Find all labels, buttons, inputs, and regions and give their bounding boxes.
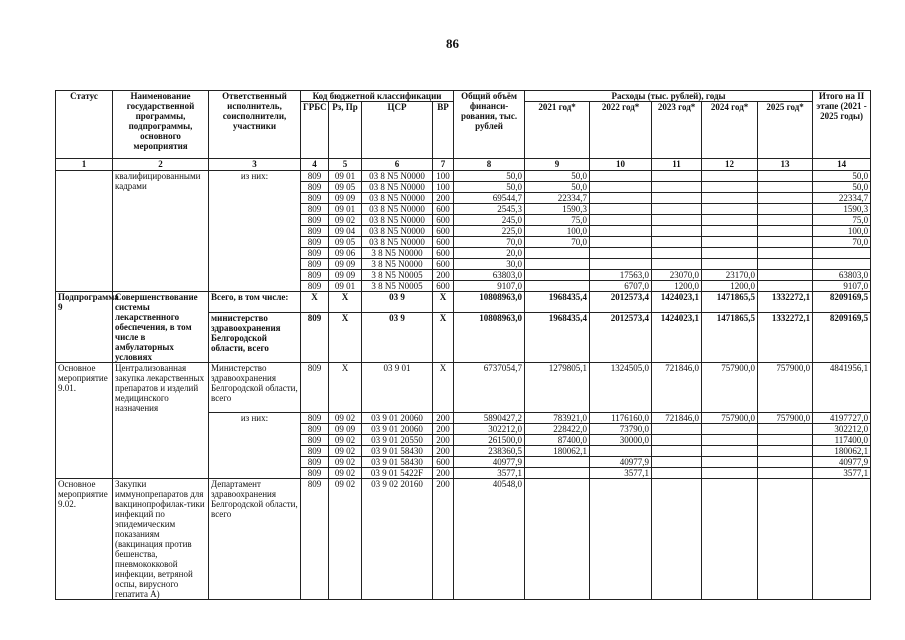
table-cell (702, 424, 758, 435)
table-cell: 600 (433, 281, 454, 292)
header-csr: ЦСР (362, 102, 433, 159)
table-cell (758, 182, 813, 193)
table-cell: 70,0 (525, 237, 590, 248)
table-cell: 9107,0 (454, 281, 525, 292)
table-cell (652, 171, 702, 182)
table-cell (590, 259, 652, 270)
table-cell: 09 09 (329, 259, 362, 270)
table-cell: 09 05 (329, 237, 362, 248)
table-cell: 5890427,2 (454, 413, 525, 424)
table-cell: 600 (433, 457, 454, 468)
table-cell: 228422,0 (525, 424, 590, 435)
status-cell: Подпрограмма 9 (56, 292, 113, 363)
table-cell (813, 259, 871, 270)
table-cell (590, 182, 652, 193)
table-cell: 100,0 (525, 226, 590, 237)
table-cell (702, 248, 758, 259)
table-cell (758, 226, 813, 237)
table-cell (652, 193, 702, 204)
column-number-cell: 14 (813, 159, 871, 171)
header-2023: 2023 год* (652, 102, 702, 159)
table-cell: X (329, 313, 362, 363)
table-cell (758, 424, 813, 435)
table-cell: 09 02 (329, 435, 362, 446)
status-cell (56, 171, 113, 292)
table-cell: 200 (433, 270, 454, 281)
table-cell: 757900,0 (758, 363, 813, 413)
table-cell: X (301, 292, 329, 313)
table-cell: 40548,0 (454, 479, 525, 600)
table-cell (758, 171, 813, 182)
table-cell: 1176160,0 (590, 413, 652, 424)
header-itogo: Итого на II этапе (2021 - 2025 годы) (813, 91, 871, 159)
table-cell: 600 (433, 259, 454, 270)
table-cell: 63803,0 (813, 270, 871, 281)
table-cell: 3577,1 (813, 468, 871, 479)
table-cell: 20,0 (454, 248, 525, 259)
table-cell: 809 (301, 248, 329, 259)
table-cell: 73790,0 (590, 424, 652, 435)
table-cell: 03 8 N5 N0000 (362, 171, 433, 182)
table-cell: 03 9 01 5422F (362, 468, 433, 479)
table-cell: 809 (301, 259, 329, 270)
status-cell: Основное мероприятие 9.01. (56, 363, 113, 479)
table-cell: 23070,0 (652, 270, 702, 281)
table-cell: 09 09 (329, 424, 362, 435)
table-cell (702, 171, 758, 182)
table-cell (590, 193, 652, 204)
executor-cell: Всего, в том числе: (209, 292, 301, 313)
table-cell (652, 468, 702, 479)
executor-cell: Министерство здравоохранения Белгородской области, всего (209, 363, 301, 413)
table-cell (758, 468, 813, 479)
table-cell (652, 259, 702, 270)
table-cell: 3 8 N5 N0000 (362, 248, 433, 259)
table-cell: 3 8 N5 N0000 (362, 259, 433, 270)
table-cell: 22334,7 (525, 193, 590, 204)
table-cell (758, 479, 813, 600)
table-cell: 50,0 (454, 171, 525, 182)
table-cell: 1332272,1 (758, 313, 813, 363)
name-cell: квалифицированными кадрами (113, 171, 209, 292)
table-cell: X (329, 363, 362, 413)
table-cell: 03 8 N5 N0000 (362, 226, 433, 237)
table-cell (590, 237, 652, 248)
table-cell: 180062,1 (813, 446, 871, 457)
header-2022: 2022 год* (590, 102, 652, 159)
table-cell: 6737054,7 (454, 363, 525, 413)
column-numbers-row (56, 159, 871, 171)
table-row (56, 479, 871, 600)
table-cell (702, 435, 758, 446)
table-cell (590, 204, 652, 215)
table-cell (525, 468, 590, 479)
table-cell: 809 (301, 182, 329, 193)
table-cell: 100 (433, 171, 454, 182)
executor-cell: из них: (209, 413, 301, 479)
table-cell: 809 (301, 435, 329, 446)
table-cell: 8209169,5 (813, 292, 871, 313)
table-cell (702, 259, 758, 270)
table-cell: 09 02 (329, 457, 362, 468)
table-cell: 09 02 (329, 446, 362, 457)
table-cell: 3 8 N5 N0005 (362, 270, 433, 281)
table-cell: 757900,0 (702, 413, 758, 424)
column-number-cell: 7 (433, 159, 454, 171)
table-cell (702, 237, 758, 248)
status-cell: Основное мероприятие 9.02. (56, 479, 113, 600)
table-cell: 809 (301, 413, 329, 424)
table-cell: 238360,5 (454, 446, 525, 457)
name-cell: Закупки иммунопрепаратов для вакцинопрофилак-тики инфекций по эпидемическим показаниям (вакцинация против бешенства, пневмококковой инфекции, ветряной оспы, вирусного гепатита А) (113, 479, 209, 600)
table-cell (758, 204, 813, 215)
table-cell (702, 457, 758, 468)
column-number-cell: 8 (454, 159, 525, 171)
table-cell (758, 248, 813, 259)
table-cell: 03 9 01 20060 (362, 424, 433, 435)
header-rzpr: Рз, Пр (329, 102, 362, 159)
table-cell (652, 215, 702, 226)
table-cell (652, 435, 702, 446)
column-number-cell: 4 (301, 159, 329, 171)
header-total: Общий объём финанси-рования, тыс. рублей (454, 91, 525, 159)
table-cell: 809 (301, 215, 329, 226)
table-cell: 50,0 (525, 182, 590, 193)
table-cell: 03 9 01 20550 (362, 435, 433, 446)
column-number-cell: 6 (362, 159, 433, 171)
header-2021: 2021 год* (525, 102, 590, 159)
table-cell: 809 (301, 281, 329, 292)
table-cell: 30000,0 (590, 435, 652, 446)
table-cell: 40977,9 (813, 457, 871, 468)
table-cell: 809 (301, 171, 329, 182)
column-number-cell: 5 (329, 159, 362, 171)
table-cell: 600 (433, 215, 454, 226)
header-2025: 2025 год* (758, 102, 813, 159)
table-cell (525, 457, 590, 468)
header-name: Наименование государственной программы, подпрограммы, основного мероприятия (113, 91, 209, 159)
table-cell: X (433, 292, 454, 313)
table-cell: 302212,0 (813, 424, 871, 435)
table-cell (702, 226, 758, 237)
table-cell (758, 237, 813, 248)
table-cell (758, 435, 813, 446)
table-cell (590, 479, 652, 600)
table-cell: 180062,1 (525, 446, 590, 457)
table-cell: 09 04 (329, 226, 362, 237)
table-cell: 40977,9 (454, 457, 525, 468)
table-cell: 809 (301, 479, 329, 600)
table-cell: 809 (301, 313, 329, 363)
table-cell (590, 446, 652, 457)
table-cell: 2545,3 (454, 204, 525, 215)
table-cell: 261500,0 (454, 435, 525, 446)
table-cell (758, 215, 813, 226)
table-cell: 50,0 (813, 182, 871, 193)
table-cell: 809 (301, 204, 329, 215)
table-cell: 3 8 N5 N0005 (362, 281, 433, 292)
table-cell: 09 02 (329, 413, 362, 424)
table-cell: 100 (433, 182, 454, 193)
table-cell: 809 (301, 446, 329, 457)
table-row (56, 292, 871, 313)
table-cell (758, 281, 813, 292)
table-cell: 63803,0 (454, 270, 525, 281)
table-cell (702, 479, 758, 600)
column-number-cell: 2 (113, 159, 209, 171)
table-cell: 17563,0 (590, 270, 652, 281)
table-cell: 09 02 (329, 215, 362, 226)
table-cell: 809 (301, 457, 329, 468)
table-cell: 200 (433, 413, 454, 424)
budget-table (55, 90, 871, 600)
table-cell: 70,0 (454, 237, 525, 248)
table-cell: 1968435,4 (525, 292, 590, 313)
table-cell: 3577,1 (590, 468, 652, 479)
table-cell: 1279805,1 (525, 363, 590, 413)
table-cell (525, 270, 590, 281)
table-cell (702, 446, 758, 457)
table-cell: 809 (301, 424, 329, 435)
header-2024: 2024 год* (702, 102, 758, 159)
executor-cell: из них: (209, 171, 301, 292)
table-cell: 200 (433, 479, 454, 600)
table-cell: 757900,0 (758, 413, 813, 424)
column-number-cell: 10 (590, 159, 652, 171)
table-cell: 117400,0 (813, 435, 871, 446)
table-cell: 809 (301, 226, 329, 237)
table-cell: X (433, 363, 454, 413)
executor-cell: Департамент здравоохранения Белгородской области, всего (209, 479, 301, 600)
table-cell (702, 204, 758, 215)
table-cell: 03 9 01 20060 (362, 413, 433, 424)
column-number-cell: 13 (758, 159, 813, 171)
table-cell: 09 02 (329, 468, 362, 479)
header-expenses-group: Расходы (тыс. рублей), годы (525, 91, 813, 102)
table-cell (590, 215, 652, 226)
table-cell: 03 8 N5 N0000 (362, 182, 433, 193)
table-cell: 4841956,1 (813, 363, 871, 413)
table-row (56, 171, 871, 182)
table-cell: 245,0 (454, 215, 525, 226)
table-cell: 23170,0 (702, 270, 758, 281)
table-cell: 03 8 N5 N0000 (362, 237, 433, 248)
table-cell: 200 (433, 193, 454, 204)
header-grbs: ГРБС (301, 102, 329, 159)
table-cell: 40977,9 (590, 457, 652, 468)
table-cell: 09 05 (329, 182, 362, 193)
table-cell: 200 (433, 435, 454, 446)
table-cell: 03 9 02 20160 (362, 479, 433, 600)
table-cell: 600 (433, 248, 454, 259)
table-cell: X (329, 292, 362, 313)
table-header (56, 91, 871, 159)
table-cell (652, 182, 702, 193)
table-cell: 200 (433, 446, 454, 457)
table-cell: 1590,3 (813, 204, 871, 215)
table-cell (758, 193, 813, 204)
table-cell: 1471865,5 (702, 292, 758, 313)
table-cell: 600 (433, 204, 454, 215)
table-cell: 09 09 (329, 193, 362, 204)
table-cell (525, 281, 590, 292)
table-cell: 600 (433, 226, 454, 237)
table-cell (758, 270, 813, 281)
table-cell: 1332272,1 (758, 292, 813, 313)
table-cell: 03 8 N5 N0000 (362, 215, 433, 226)
table-cell: 1471865,5 (702, 313, 758, 363)
table-cell: 03 9 01 58430 (362, 446, 433, 457)
table-body (56, 159, 871, 600)
table-cell: 1424023,1 (652, 292, 702, 313)
table-cell (590, 248, 652, 259)
table-cell (652, 424, 702, 435)
column-number-cell: 9 (525, 159, 590, 171)
table-cell: 09 01 (329, 281, 362, 292)
table-cell: 757900,0 (702, 363, 758, 413)
header-executor: Ответственный исполнитель, соисполнители, участники (209, 91, 301, 159)
table-cell: 225,0 (454, 226, 525, 237)
column-number-cell: 1 (56, 159, 113, 171)
table-cell (652, 479, 702, 600)
table-cell (702, 182, 758, 193)
column-number-cell: 3 (209, 159, 301, 171)
table-cell: 03 9 (362, 313, 433, 363)
table-cell (590, 226, 652, 237)
table-cell: 03 9 01 (362, 363, 433, 413)
table-cell: 302212,0 (454, 424, 525, 435)
table-cell: 200 (433, 424, 454, 435)
table-cell: 3577,1 (454, 468, 525, 479)
executor-cell: министерство здравоохранения Белгородской области, всего (209, 313, 301, 363)
table-cell: 09 01 (329, 171, 362, 182)
table-cell: 809 (301, 468, 329, 479)
column-number-cell: 11 (652, 159, 702, 171)
table-cell: 03 9 (362, 292, 433, 313)
page-number: 86 (446, 36, 459, 51)
table-cell: 809 (301, 270, 329, 281)
table-cell (525, 248, 590, 259)
table-cell: 2012573,4 (590, 313, 652, 363)
table-cell: 809 (301, 363, 329, 413)
header-vr: ВР (433, 102, 454, 159)
table-cell (525, 479, 590, 600)
table-cell: 9107,0 (813, 281, 871, 292)
table-cell (702, 468, 758, 479)
table-cell: 75,0 (813, 215, 871, 226)
table-cell: 69544,7 (454, 193, 525, 204)
header-bk-group: Код бюджетной классификации (301, 91, 454, 102)
table-cell (590, 171, 652, 182)
table-cell: 721846,0 (652, 363, 702, 413)
table-cell (702, 215, 758, 226)
table-cell: 70,0 (813, 237, 871, 248)
table-cell: 2012573,4 (590, 292, 652, 313)
table-cell (525, 259, 590, 270)
table-cell (652, 248, 702, 259)
table-cell: 4197727,0 (813, 413, 871, 424)
name-cell: Централизованная закупка лекарственных препаратов и изделий медицинского назначения (113, 363, 209, 479)
name-cell: Совершенствование системы лекарственного обеспечения, в том числе в амбулаторных условиях (113, 292, 209, 363)
table-cell: 100,0 (813, 226, 871, 237)
table-cell: 22334,7 (813, 193, 871, 204)
table-cell: 1590,3 (525, 204, 590, 215)
table-cell (813, 479, 871, 600)
table-cell: 09 06 (329, 248, 362, 259)
table-cell: 75,0 (525, 215, 590, 226)
table-cell (813, 248, 871, 259)
table-cell: 50,0 (525, 171, 590, 182)
table-cell: 1324505,0 (590, 363, 652, 413)
table-row (56, 363, 871, 413)
table-cell (702, 193, 758, 204)
table-cell: X (433, 313, 454, 363)
table-cell: 03 8 N5 N0000 (362, 193, 433, 204)
table-cell: 200 (433, 468, 454, 479)
table-cell: 1968435,4 (525, 313, 590, 363)
table-cell: 09 09 (329, 270, 362, 281)
table-cell: 09 01 (329, 204, 362, 215)
table-cell (652, 226, 702, 237)
table-cell: 03 9 01 58430 (362, 457, 433, 468)
table-cell: 8209169,5 (813, 313, 871, 363)
table-cell: 10808963,0 (454, 292, 525, 313)
table-cell: 1200,0 (702, 281, 758, 292)
table-cell: 1424023,1 (652, 313, 702, 363)
table-cell (652, 457, 702, 468)
table-cell: 600 (433, 237, 454, 248)
table-cell: 809 (301, 193, 329, 204)
column-number-cell: 12 (702, 159, 758, 171)
table-cell: 721846,0 (652, 413, 702, 424)
table-cell (758, 457, 813, 468)
table-cell (652, 446, 702, 457)
table-cell: 50,0 (454, 182, 525, 193)
table-cell: 1200,0 (652, 281, 702, 292)
table-cell (652, 204, 702, 215)
table-cell: 30,0 (454, 259, 525, 270)
table-cell: 809 (301, 237, 329, 248)
table-cell (758, 259, 813, 270)
table-cell: 783921,0 (525, 413, 590, 424)
table-cell (652, 237, 702, 248)
header-status: Статус (56, 91, 113, 159)
table-cell: 03 8 N5 N0000 (362, 204, 433, 215)
table-cell: 09 02 (329, 479, 362, 600)
table-cell: 6707,0 (590, 281, 652, 292)
table-cell: 87400,0 (525, 435, 590, 446)
table-cell: 10808963,0 (454, 313, 525, 363)
table-cell: 50,0 (813, 171, 871, 182)
table-cell (758, 446, 813, 457)
